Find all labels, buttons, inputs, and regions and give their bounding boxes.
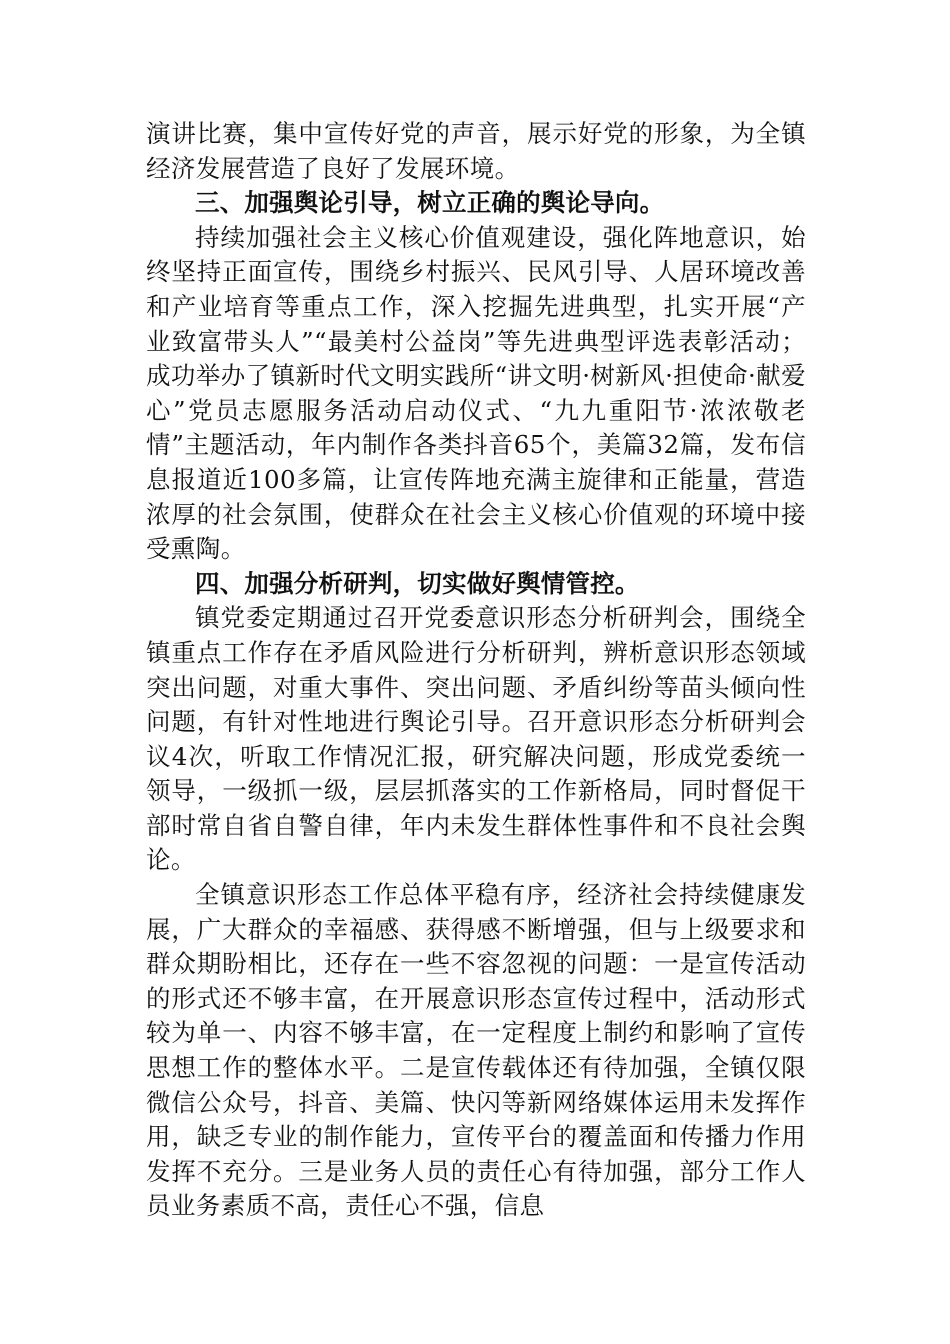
paragraph-public-opinion: 持续加强社会主义核心价值观建设，强化阵地意识，始终坚持正面宣传，围绕乡村振兴、民风引导、人居环境改善和产业培育等重点工作，深入挖掘先进典型，扎实开展“产业致富带头人”“最美村公益岗”等先进典型评选表彰活动；成功举办了镇新时代文明实践所“讲文明·树新风·担使命·献爱心”党员志愿服务活动启动仪式、“九九重阳节·浓浓敬老情”主题活动，年内制作各类抖音65个，美篇32篇，发布信息报道近100多篇，让宣传阵地充满主旋律和正能量，营造浓厚的社会氛围，使群众在社会主义核心价值观的环境中接受熏陶。 — [146, 222, 806, 564]
section-heading-three: 三、加强舆论引导，树立正确的舆论导向。 — [195, 188, 665, 218]
paragraph-problems: 全镇意识形态工作总体平稳有序，经济社会持续健康发展，广大群众的幸福感、获得感不断增强，但与上级要求和群众期盼相比，还存在一些不容忽视的问题：一是宣传活动的形式还不够丰富，在开展意识形态宣传过程中，活动形式较为单一、内容不够丰富，在一定程度上制约和影响了宣传思想工作的整体水平。二是宣传载体还有待加强，全镇仅限微信公众号，抖音、美篇、快闪等新网络媒体运用未发挥作用，缺乏专业的制作能力，宣传平台的覆盖面和传播力作用发挥不充分。三是业务人员的责任心有待加强，部分工作人员业务素质不高，责任心不强，信息 — [146, 880, 806, 1221]
document-body — [146, 117, 806, 1224]
paragraph-continued: 演讲比赛，集中宣传好党的声音，展示好党的形象，为全镇经济发展营造了良好了发展环境。 — [146, 119, 806, 183]
paragraph-analysis: 镇党委定期通过召开党委意识形态分析研判会，围绕全镇重点工作存在矛盾风险进行分析研判，辨析意识形态领域突出问题，对重大事件、突出问题、矛盾纠纷等苗头倾向性问题，有针对性地进行舆论引导。召开意识形态分析研判会议4次，听取工作情况汇报，研究解决问题，形成党委统一领导，一级抓一级，层层抓落实的工作新格局，同时督促干部时常自省自警自律，年内未发生群体性事件和不良社会舆论。 — [146, 603, 806, 875]
section-heading-four: 四、加强分析研判，切实做好舆情管控。 — [195, 568, 640, 598]
